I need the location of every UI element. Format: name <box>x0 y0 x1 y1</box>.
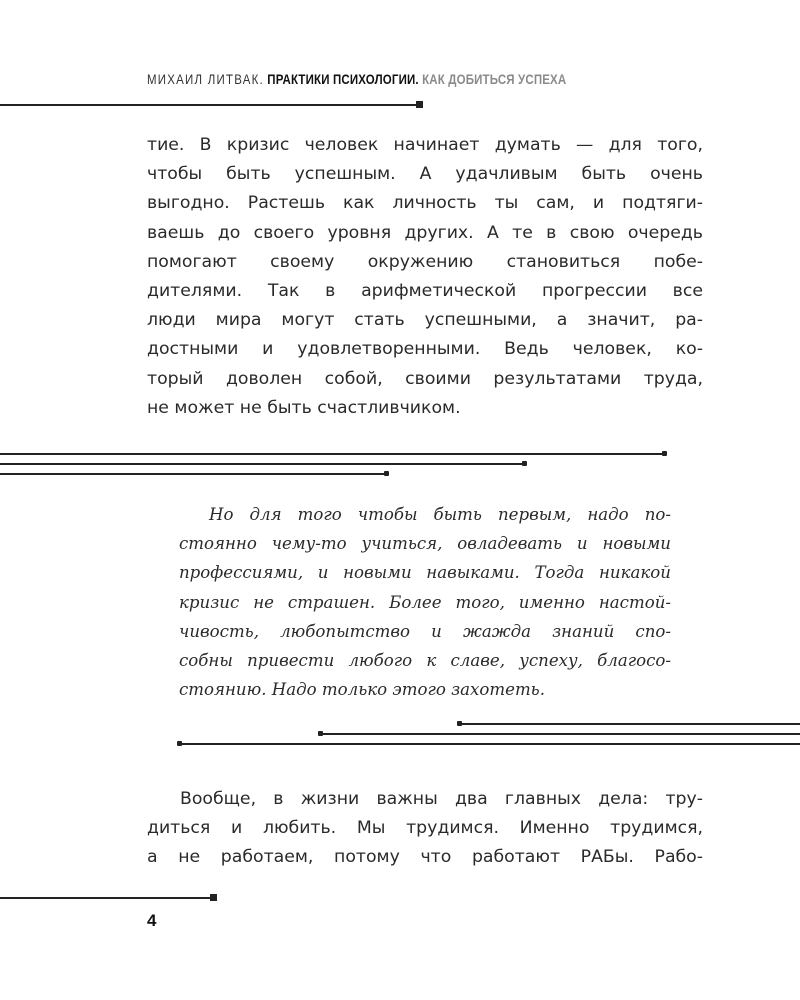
page-number: 4 <box>147 911 157 930</box>
body-paragraph-1 <box>147 131 703 423</box>
footer-rule <box>0 897 212 899</box>
text-line: Вообще, в жизни важны два главных дела: тру- <box>180 789 703 809</box>
decor-line-bottom-3 <box>179 743 800 745</box>
quote-line: Но для того чтобы быть первым, надо по- <box>209 505 671 524</box>
text-line: достными и удовлетворенными. Ведь человек, ко- <box>147 339 703 360</box>
decor-line-top-1 <box>0 453 664 455</box>
quote-line: кризис не страшен. Более того, именно настой- <box>179 592 671 612</box>
header-subtitle: КАК ДОБИТЬСЯ УСПЕХА <box>422 71 567 87</box>
quote-line: стоянию. Надо только этого захотеть. <box>179 680 545 700</box>
decor-line-bottom-1 <box>459 723 800 725</box>
text-line: выгодно. Растешь как личность ты сам, и подтяги- <box>147 193 703 214</box>
header-author: МИХАИЛ ЛИТВАК. <box>147 71 264 87</box>
text-line: не может не быть счастливчиком. <box>147 397 461 418</box>
text-line: дителями. Так в арифметической прогрессии все <box>147 281 703 302</box>
decor-line-top-3-end <box>384 471 389 476</box>
header-title: ПРАКТИКИ ПСИХОЛОГИИ. <box>267 71 419 87</box>
text-line: помогают своему окружению становиться побе- <box>147 251 703 272</box>
decor-line-bottom-2 <box>320 733 800 735</box>
footer-rule-end-square <box>210 894 217 901</box>
quote-line: собны привести любого к славе, успеху, благосо- <box>179 651 671 671</box>
text-line: диться и любить. Мы трудимся. Именно трудимся, <box>147 818 703 839</box>
highlight-quote <box>179 500 671 704</box>
header-rule-end-square <box>416 101 423 108</box>
text-line: люди мира могут стать успешными, а значит, ра- <box>147 310 703 331</box>
decor-line-top-1-end <box>662 451 667 456</box>
decor-line-top-2 <box>0 463 524 465</box>
decor-line-top-3 <box>0 473 386 475</box>
text-line: ваешь до своего уровня других. А те в свою очередь <box>147 222 703 243</box>
text-line: тие. В кризис человек начинает думать — для того, <box>147 135 703 155</box>
decor-line-top-2-end <box>522 461 527 466</box>
text-line: а не работаем, потому что работают РАБы. Рабо- <box>147 847 703 868</box>
quote-line: чивость, любопытство и жажда знаний спо- <box>179 621 671 641</box>
running-header <box>147 71 566 87</box>
quote-line: профессиями, и новыми навыками. Тогда никакой <box>179 563 671 583</box>
header-rule <box>0 104 418 106</box>
quote-line: стоянно чему-то учиться, овладевать и новыми <box>179 534 671 554</box>
body-paragraph-2 <box>147 785 703 873</box>
text-line: торый доволен собой, своими результатами труда, <box>147 368 703 389</box>
text-line: чтобы быть успешным. А удачливым быть очень <box>147 164 703 185</box>
